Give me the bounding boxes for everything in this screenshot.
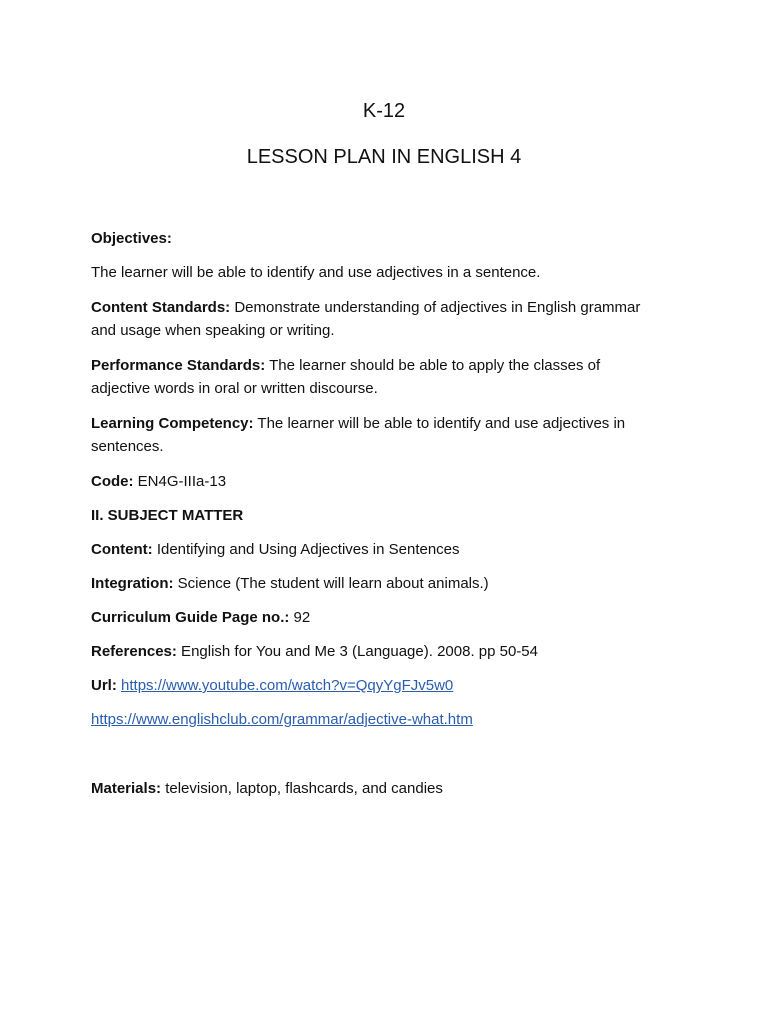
doc-title-grade: K-12 — [362, 100, 406, 122]
url-line — [91, 674, 691, 697]
performance-standards-line2: adjective words in oral or written discourse. — [91, 380, 378, 397]
learning-competency-line1 — [91, 412, 691, 435]
content-label: Content: — [91, 541, 153, 558]
doc-title-lesson-plan: LESSON PLAN IN ENGLISH 4 — [246, 146, 522, 168]
materials-label: Materials: — [91, 780, 162, 797]
curriculum-guide-line — [91, 606, 691, 629]
youtube-link[interactable]: https://www.youtube.com/watch?v=QqyYgFJv5w0 — [121, 677, 454, 694]
references-line — [91, 640, 691, 663]
performance-standards-line1 — [91, 354, 691, 377]
references-label: References: — [91, 643, 177, 660]
objectives-text: The learner will be able to identify and use adjectives in a sentence. — [91, 264, 541, 281]
url-label: Url: — [91, 677, 117, 694]
content-standards-text: Demonstrate understanding of adjectives in English grammar — [230, 299, 641, 316]
materials-value: television, laptop, flashcards, and candies — [161, 780, 443, 797]
references-value: English for You and Me 3 (Language). 2008. pp 50-54 — [176, 643, 538, 660]
materials-line — [91, 777, 691, 800]
content-standards-label: Content Standards: — [91, 299, 231, 316]
learning-competency-label: Learning Competency: — [91, 415, 254, 432]
learning-competency-line2: sentences. — [91, 438, 164, 455]
content-standards-line1 — [91, 296, 691, 319]
integration-value: Science (The student will learn about animals.) — [173, 575, 489, 592]
content-value: Identifying and Using Adjectives in Sentences — [152, 541, 460, 558]
englishclub-link[interactable]: https://www.englishclub.com/grammar/adjective-what.htm — [91, 711, 473, 728]
integration-label: Integration: — [91, 575, 174, 592]
curriculum-guide-value: 92 — [289, 609, 311, 626]
code-line — [91, 470, 691, 493]
code-label: Code: — [91, 473, 134, 490]
performance-standards-text: The learner should be able to apply the classes of — [265, 357, 601, 374]
content-line — [91, 538, 691, 561]
learning-competency-text: The learner will be able to identify and use adjectives in — [253, 415, 626, 432]
content-standards-line2: and usage when speaking or writing. — [91, 322, 335, 339]
objectives-label: Objectives: — [91, 230, 172, 247]
curriculum-guide-label: Curriculum Guide Page no.: — [91, 609, 290, 626]
code-value: EN4G-IIIa-13 — [133, 473, 227, 490]
subject-matter-heading: II. SUBJECT MATTER — [91, 507, 244, 524]
integration-line — [91, 572, 691, 595]
englishclub-link-line — [91, 708, 691, 731]
performance-standards-label: Performance Standards: — [91, 357, 266, 374]
